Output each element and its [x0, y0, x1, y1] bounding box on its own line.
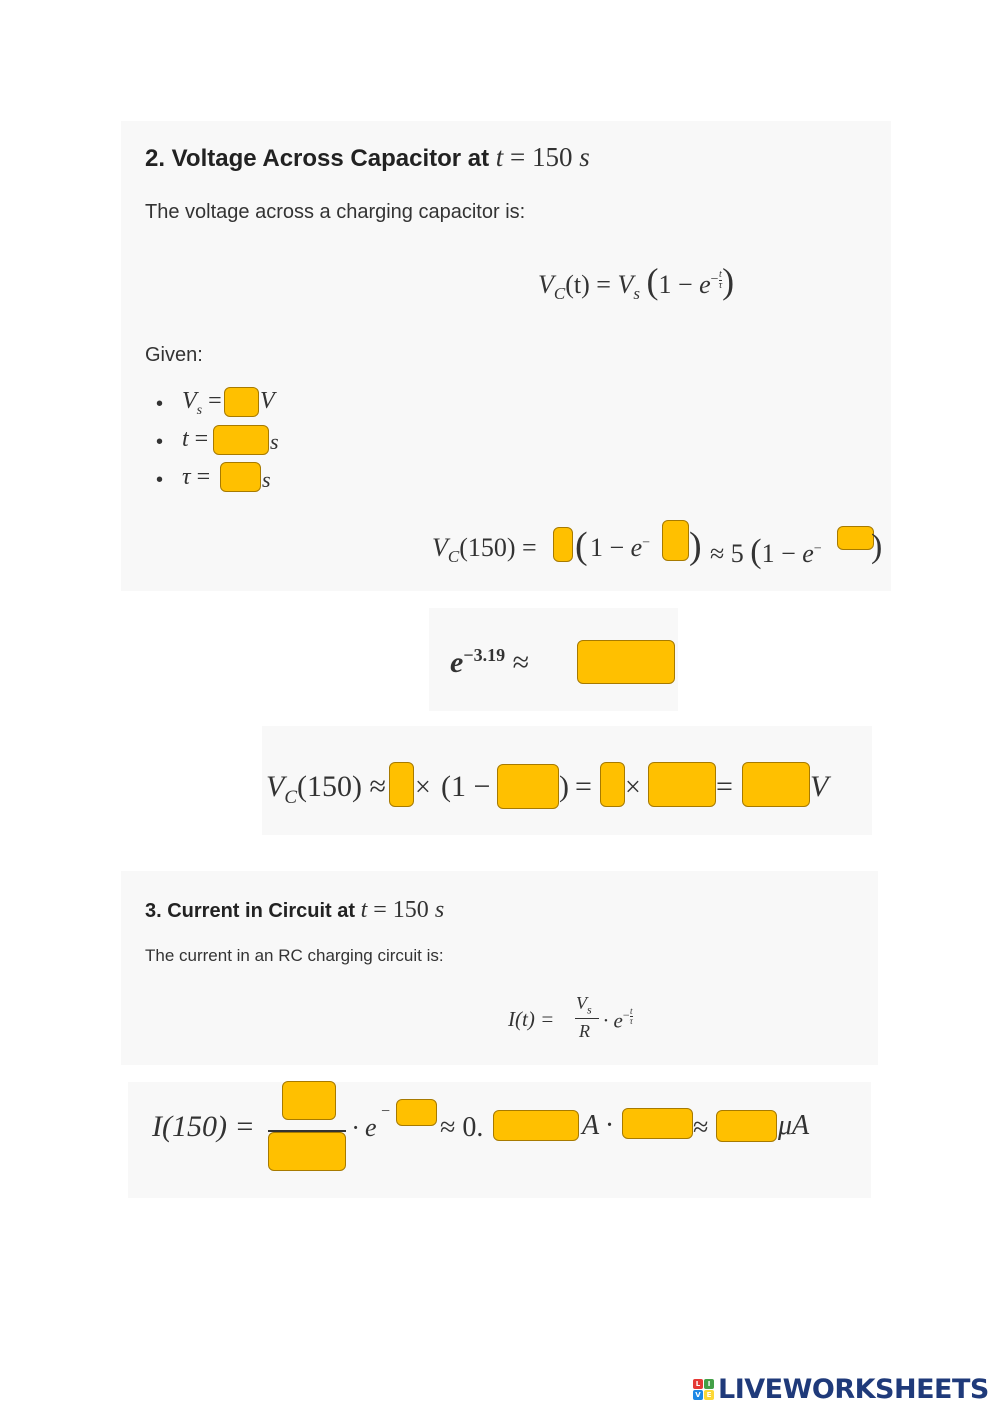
- calc-close-paren-2: ): [871, 528, 883, 565]
- t-blank[interactable]: [213, 425, 269, 455]
- logo-letter-l: L: [693, 1379, 703, 1389]
- exp-e: e: [450, 646, 464, 679]
- result-vs-blank-2[interactable]: [600, 762, 625, 807]
- exp-approx: ≈: [512, 646, 530, 679]
- calc-exp-blank[interactable]: [662, 520, 689, 561]
- formula-open-paren: (: [646, 261, 659, 301]
- formula-exp-minus: −: [710, 272, 719, 288]
- current-approx-zero: ≈ 0.: [440, 1112, 484, 1143]
- current-exp-num: t: [629, 1006, 633, 1016]
- calc-approx-5: [710, 533, 822, 571]
- calc-exp-blank-2[interactable]: [837, 526, 874, 550]
- heading-eq: = 150: [367, 897, 435, 923]
- current-num-blank[interactable]: [282, 1081, 336, 1120]
- given-vs-eq: =: [202, 388, 222, 414]
- section-2-heading: [145, 142, 590, 173]
- calc-e-2: e: [802, 539, 814, 568]
- formula-rhs-sub: s: [633, 284, 640, 304]
- logo-letter-i: I: [704, 1379, 714, 1389]
- given-label: Given:: [145, 344, 203, 366]
- current-exp-blank[interactable]: [396, 1099, 437, 1126]
- calc-lhs-sub: C: [447, 547, 460, 567]
- current-num-v: V: [576, 993, 587, 1013]
- calc-close-paren: ): [689, 525, 702, 567]
- brand-name: LIVEWORKSHEETS: [718, 1374, 989, 1405]
- calc-vs-blank[interactable]: [553, 527, 573, 562]
- result-lhs-v: V: [266, 770, 285, 803]
- result-equals-1: =: [575, 770, 592, 803]
- result-paren-open: (1 −: [441, 770, 491, 803]
- formula-close-paren: ): [722, 261, 735, 301]
- calc-open-paren: (: [575, 525, 588, 567]
- result-times-2: ×: [625, 772, 641, 803]
- current-exp-minus: −: [622, 1008, 630, 1023]
- heading-eq: = 150: [503, 142, 580, 172]
- current-den-blank[interactable]: [268, 1132, 346, 1171]
- given-t-eq: =: [188, 426, 209, 452]
- result-lhs-sub: C: [284, 787, 298, 808]
- section-3-intro: The current in an RC charging circuit is:: [145, 946, 444, 965]
- formula-e: e: [699, 270, 711, 299]
- given-tau-var: τ: [182, 464, 191, 490]
- given-item-t: [182, 426, 208, 453]
- formula-exp-num: t: [718, 268, 722, 280]
- formula-lhs-arg: (t) =: [565, 270, 618, 299]
- current-dot-e: · e: [603, 1008, 623, 1033]
- current-amp-dot: A ·: [582, 1110, 613, 1141]
- result-voltage-blank[interactable]: [742, 762, 810, 807]
- current-line-lhs: I(150) =: [152, 1110, 255, 1143]
- formula-lhs-sub: C: [553, 284, 566, 304]
- section-2-intro: The voltage across a charging capacitor is:: [145, 201, 526, 223]
- result-factor-blank[interactable]: [648, 762, 716, 807]
- heading-unit: s: [579, 142, 590, 172]
- calc-e: e: [630, 533, 643, 562]
- bullet-dot: •: [156, 431, 164, 453]
- result-equals-2: =: [716, 770, 733, 803]
- tau-blank[interactable]: [220, 462, 261, 492]
- current-formula-den: R: [579, 1021, 590, 1041]
- result-lhs-arg: (150) ≈: [297, 770, 386, 803]
- exp-expression: [450, 645, 529, 680]
- current-result-blank[interactable]: [716, 1110, 777, 1142]
- liveworksheets-icon: [693, 1379, 714, 1400]
- given-item-vs: [182, 388, 222, 419]
- given-vs-sub: s: [196, 402, 203, 418]
- given-item-tau: [182, 464, 210, 491]
- current-formula-lhs: I(t) =: [508, 1007, 555, 1031]
- capacitor-voltage-formula: [538, 260, 734, 304]
- calc-one-minus-e: [590, 533, 650, 563]
- calc-exp-minus: −: [642, 535, 651, 551]
- current-factor-blank[interactable]: [622, 1108, 693, 1139]
- calc-approx: ≈ 5: [710, 539, 744, 568]
- current-line-dot-e: · e: [352, 1113, 377, 1142]
- calc-lhs-arg: (150) =: [459, 533, 537, 562]
- formula-one-minus: 1 −: [658, 270, 700, 299]
- bullet-dot: •: [156, 469, 164, 491]
- calc-one-minus: 1 −: [590, 533, 631, 562]
- result-vs-blank[interactable]: [389, 762, 414, 807]
- given-tau-unit: s: [262, 467, 271, 492]
- liveworksheets-logo: [693, 1374, 989, 1405]
- result-lhs: [266, 770, 386, 809]
- current-exp-minus-sign: −: [381, 1103, 391, 1120]
- result-exp-blank[interactable]: [497, 764, 559, 809]
- formula-rhs-v: V: [617, 270, 634, 299]
- current-decimal-blank[interactable]: [493, 1110, 579, 1141]
- current-unit: μA: [778, 1110, 810, 1141]
- given-t-var: t: [182, 426, 189, 452]
- current-approx: ≈: [693, 1112, 709, 1143]
- heading-unit: s: [434, 897, 445, 923]
- exp-exponent: −3.19: [463, 645, 506, 665]
- result-paren-close: ): [559, 770, 569, 803]
- heading-var: t: [495, 142, 504, 172]
- heading-text: 3. Current in Circuit at: [145, 900, 356, 922]
- given-tau-eq: =: [190, 464, 211, 490]
- calc-line-lhs: [432, 533, 537, 567]
- current-formula-exp: [603, 1007, 633, 1033]
- heading-text: 2. Voltage Across Capacitor at: [145, 145, 490, 172]
- bullet-dot: •: [156, 393, 164, 415]
- result-unit: V: [810, 770, 829, 803]
- current-formula-fraction-bar: [575, 1018, 599, 1019]
- result-times-1: ×: [415, 772, 431, 803]
- calc-lhs-v: V: [432, 533, 448, 562]
- current-exp-den: τ: [629, 1016, 633, 1026]
- vs-blank[interactable]: [224, 387, 259, 417]
- given-t-unit: s: [270, 429, 279, 454]
- current-formula-num: [576, 993, 592, 1018]
- formula-lhs-v: V: [538, 270, 554, 299]
- heading-var: t: [360, 897, 368, 923]
- calc-one-minus-2: 1 −: [761, 539, 803, 568]
- current-num-sub: s: [587, 1002, 592, 1017]
- given-vs-unit: V: [260, 388, 275, 414]
- section-3-heading: [145, 897, 444, 924]
- current-dot-e: [352, 1113, 377, 1143]
- section-2-panel: [121, 121, 891, 591]
- logo-letter-v: V: [693, 1390, 703, 1400]
- exp-value-blank[interactable]: [577, 640, 675, 684]
- calc-open-paren-2: (: [750, 533, 762, 570]
- calc-exp-minus-2: −: [813, 541, 822, 557]
- logo-letter-e: E: [704, 1390, 714, 1400]
- formula-exp-den: τ: [718, 279, 723, 291]
- given-vs-var: V: [182, 388, 197, 414]
